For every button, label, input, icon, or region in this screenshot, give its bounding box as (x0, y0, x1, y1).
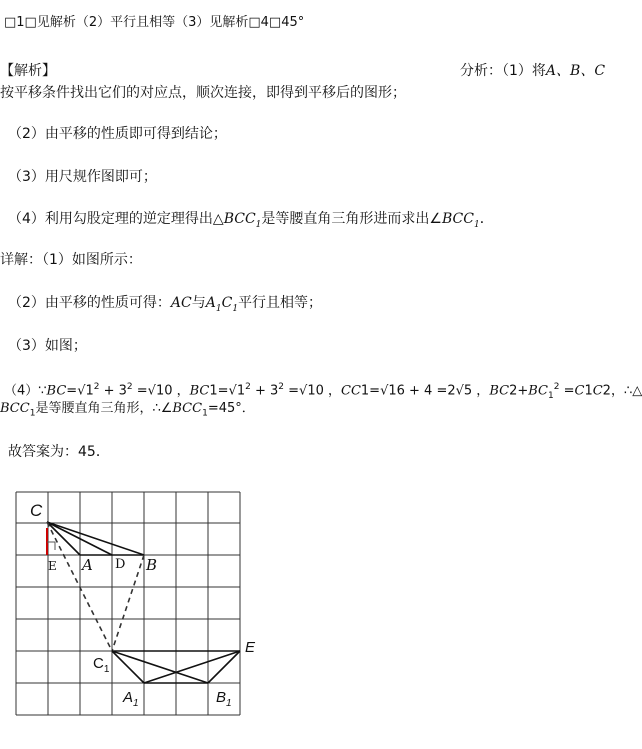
section-title: 【解析】 (0, 63, 56, 79)
analysis-1-prefix: （1）将 (502, 63, 546, 79)
detail-4-start: （4）∵ (4, 383, 47, 399)
detail-2 (8, 294, 322, 318)
figure-labels (30, 501, 256, 709)
detail-4-rel: BC (489, 383, 510, 399)
analysis-4 (8, 210, 494, 234)
analysis-label (460, 62, 605, 80)
detail-4-line2: $BCC_1$是等腰直角三角形，$\therefore\angle BCC_1=45^\circ$． (0, 401, 255, 419)
label-a1: $A_1$ (123, 689, 139, 709)
detail-2-a: （2）由平移的性质可得： (8, 295, 171, 311)
label-b: B (146, 556, 158, 574)
detail-2-c: 平行且相等； (238, 295, 323, 311)
analysis-4-end: ． (479, 211, 494, 227)
analysis-4-bcc1-b: $BCC_1$ (441, 211, 480, 230)
analysis-label-text: 分析： (460, 63, 502, 79)
label-a: A (82, 556, 93, 574)
detail-4-bc1: BC (189, 383, 210, 399)
detail-3: （3）如图； (8, 338, 87, 354)
analysis-2: （2）由平移的性质即可得到结论； (8, 126, 227, 142)
label-d: D (115, 557, 126, 572)
analysis-3: （3）用尺规作图即可； (8, 169, 157, 185)
detail-4-bc: BC (46, 383, 67, 399)
answer-line: □1□见解析（2）平行且相等（3）见解析□4□45° (4, 15, 305, 30)
analysis-4-bcc1-a: $BCC_1$ (223, 211, 262, 230)
label-b1: $B_1$ (216, 689, 232, 709)
translation-figure (0, 480, 260, 730)
detail-4: $(4)\because BC=√1^2 + 3^2 =√10$ ，$BC1=√1^2 + 3^2 =√10$ ，CC1=√16 + 4 =2√5 ，$BC2+BC_1^2 =C1C2$，∴△ (4, 382, 642, 401)
detail-2-b: 与 (191, 295, 206, 311)
detail-2-ac: AC (170, 295, 192, 311)
analysis-4-a: （4）利用勾股定理的逆定理得出△ (8, 211, 224, 227)
label-c1: $C_1$ (93, 655, 110, 675)
analysis-4-b: 是等腰直角三角形进而求出∠ (261, 211, 442, 227)
analysis-1-cont: 按平移条件找出它们的对应点，顺次连接，即得到平移后的图形； (0, 85, 406, 101)
detail-4-cc1: CC (341, 383, 361, 399)
detail-label: 详解：（1）如图所示： (0, 252, 142, 268)
final-answer: 故答案为：45． (8, 444, 110, 460)
detail-2-a1c1: $A_1C_1$ (205, 295, 239, 314)
label-c: C (30, 501, 43, 520)
label-e: E (245, 639, 256, 656)
label-e-small: E (48, 559, 57, 573)
analysis-1-points: A、B、C (545, 63, 606, 79)
